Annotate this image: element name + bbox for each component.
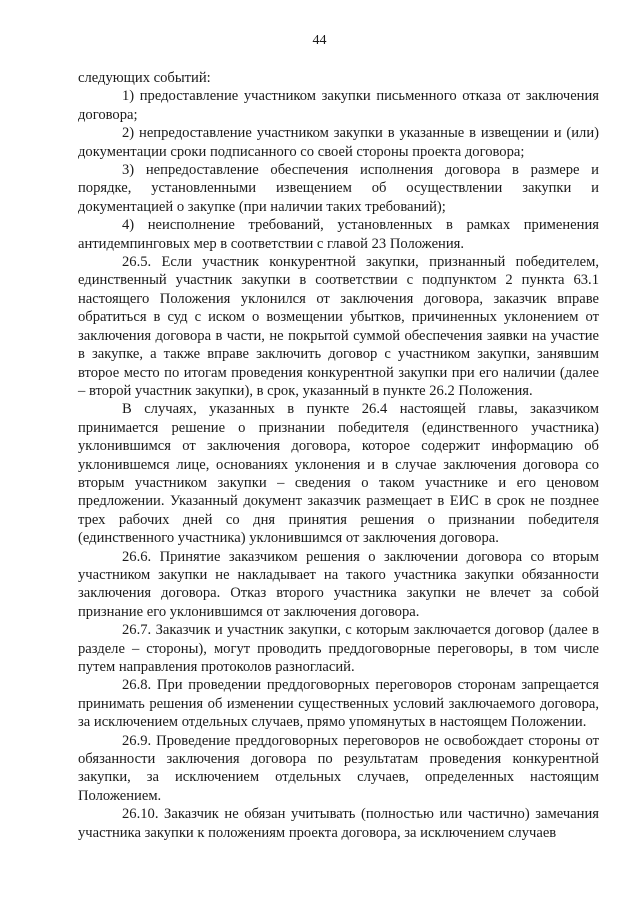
- document-body: [78, 69, 599, 842]
- paragraph: 26.5. Если участник конкурентной закупки, признанный победителем, единственный участник закупки в соответствии с подпунктом 2 пункта 63.1 настоящего Положения уклонился от заключения договора, заказчик вправе обратиться в суд с иском о возмещении убытков, причиненных уклонением от заключения договора в части, не покрытой суммой обеспечения заявки на участие в закупке, а также вправе заключить договор с участником закупки, занявшим второе место по итогам проведения конкурентной закупки при его наличии (далее – второй участник закупки), в срок, указанный в пункте 26.2 Положения.: [78, 254, 599, 399]
- paragraph: 3) непредоставление обеспечения исполнения договора в размере и порядке, установленными извещением об осуществлении закупки и документацией о закупке (при наличии таких требований);: [78, 162, 599, 215]
- paragraph: В случаях, указанных в пункте 26.4 настоящей главы, заказчиком принимается решение о признании победителя (единственного участника) уклонившимся от заключения договора, которое содержит информацию об уклонившемся лице, основаниях уклонения и в случае заключения договора со вторым участником закупки – сведения о таком участнике и его ценовом предложении. Указанный документ заказчик размещает в ЕИС в срок не позднее трех рабочих дней со дня принятия решения о признании победителя (единственного участника) уклонившимся от заключения договора.: [78, 401, 599, 547]
- paragraph: 26.9. Проведение преддоговорных переговоров не освобождает стороны от обязанности заключения договора по результатам проведения конкурентной закупки, за исключением отдельных случаев, определенных настоящим Положением.: [78, 732, 599, 804]
- paragraph: 2) непредоставление участником закупки в указанные в извещении и (или) документации сроки подписанного со своей стороны проекта договора;: [78, 125, 599, 160]
- paragraph: 1) предоставление участником закупки письменного отказа от заключения договора;: [78, 88, 599, 123]
- paragraph: следующих событий:: [78, 70, 211, 86]
- paragraph: 26.7. Заказчик и участник закупки, с которым заключается договор (далее в разделе – стороны), могут проводить преддоговорные переговоры, в том числе путем направления протоколов разногласий.: [78, 622, 599, 675]
- paragraph: 26.10. Заказчик не обязан учитывать (полностью или частично) замечания участника закупки к положениям проекта договора, за исключением случаев: [78, 806, 599, 841]
- page-number: 44: [312, 33, 327, 48]
- paragraph: 4) неисполнение требований, установленных в рамках применения антидемпинговых мер в соответствии с главой 23 Положения.: [78, 217, 599, 252]
- paragraph: 26.8. При проведении преддоговорных переговоров сторонам запрещается принимать решения об изменении существенных условий заключаемого договора, за исключением отдельных случаев, прямо упомянутых в настоящем Положении.: [78, 677, 599, 731]
- paragraph: 26.6. Принятие заказчиком решения о заключении договора со вторым участником закупки не накладывает на такого участника закупки обязанности заключения договора. Отказ второго участника закупки не влечет за собой признание его уклонившимся от заключения договора.: [78, 548, 599, 620]
